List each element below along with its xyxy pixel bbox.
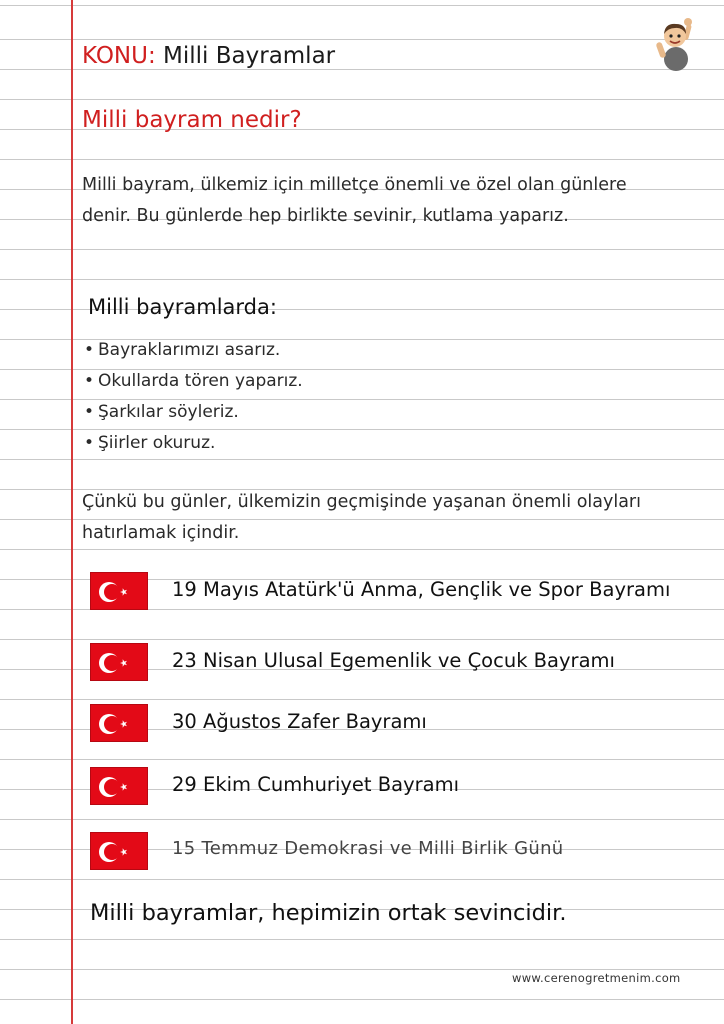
list-item-text: Şarkılar söyleriz. [98,402,239,422]
list-item-text: Şiirler okuruz. [98,433,216,453]
topic-text: Milli Bayramlar [163,43,336,69]
turkish-flag-icon [90,572,148,610]
topic-label: KONU: [82,43,156,69]
cartoon-boy-avatar [654,12,696,72]
holiday-row [90,572,720,612]
intro-paragraph: Milli bayram, ülkemiz için milletçe önemli ve özel olan günlere denir. Bu günlerde hep birlikte sevinir, kutlama yaparız. [82,175,627,226]
turkish-flag-icon [90,643,148,681]
closing-sentence: Milli bayramlar, hepimizin ortak sevincidir. [90,900,567,926]
list-item: • Okullarda tören yaparız. [84,371,303,391]
turkish-flag-icon [90,767,148,805]
list-item: • Şiirler okuruz. [84,433,216,453]
holiday-row [90,643,720,683]
holiday-label: 19 Mayıs Atatürk'ü Anma, Gençlik ve Spor Bayramı [172,578,671,601]
page-title [82,43,335,69]
notebook-margin-line [71,0,73,1024]
holiday-label: 30 Ağustos Zafer Bayramı [172,710,427,733]
holiday-row [90,832,720,872]
holiday-row [90,767,720,807]
reason-paragraph: Çünkü bu günler, ülkemizin geçmişinde yaşanan önemli olayları hatırlamak içindir. [82,492,641,543]
list-item-text: Bayraklarımızı asarız. [98,340,281,360]
turkish-flag-icon [90,832,148,870]
activities-list [84,335,303,459]
question-heading: Milli bayram nedir? [82,107,302,133]
list-item: • Şarkılar söyleriz. [84,402,239,422]
list-item: • Bayraklarımızı asarız. [84,340,281,360]
activities-heading: Milli bayramlarda: [88,295,277,319]
list-item-text: Okullarda tören yaparız. [98,371,303,391]
footer-website: www.cerenogretmenim.com [512,971,681,985]
holiday-row [90,704,720,744]
holiday-label: 23 Nisan Ulusal Egemenlik ve Çocuk Bayramı [172,649,615,672]
holiday-label: 29 Ekim Cumhuriyet Bayramı [172,773,459,796]
holiday-label: 15 Temmuz Demokrasi ve Milli Birlik Günü [172,838,564,859]
turkish-flag-icon [90,704,148,742]
